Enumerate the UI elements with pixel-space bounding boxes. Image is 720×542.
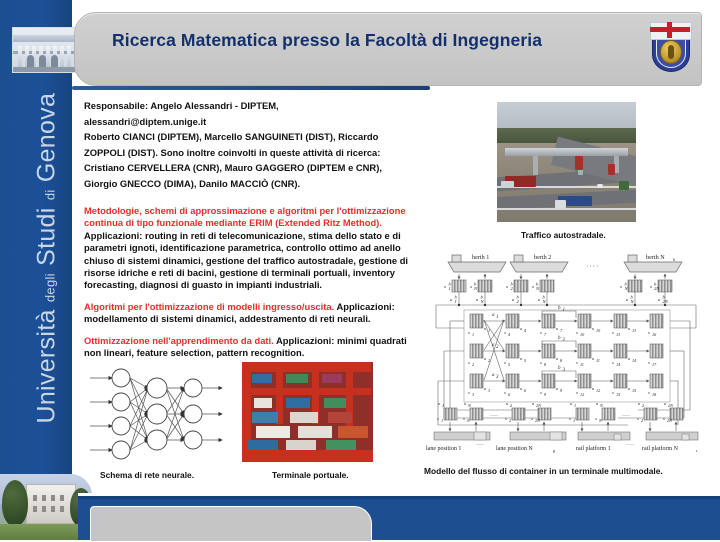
svg-text:18: 18 [652, 392, 657, 397]
svg-text:2: 2 [562, 338, 565, 343]
svg-text:17: 17 [652, 362, 657, 367]
svg-text:1: 1 [496, 315, 499, 320]
svg-text:u: u [512, 297, 515, 302]
svg-text:u: u [556, 386, 559, 391]
svg-text:N: N [536, 286, 540, 291]
bottom-bar-topline [78, 496, 720, 499]
svg-text:b: b [654, 281, 657, 287]
highway-caption: Traffico autostradale. [521, 230, 606, 240]
svg-text:x: x [648, 390, 650, 395]
svg-text:7: 7 [560, 328, 563, 333]
topic-2-body: Applicazioni: minimi quadrati non lineari, feature selection, pattern recognition. [84, 334, 407, 359]
svg-text:rail platform N: rail platform N [642, 446, 678, 452]
svg-text:2N: 2N [662, 299, 668, 304]
uni-word-di: di [42, 189, 58, 201]
svg-text:x: x [612, 390, 614, 395]
svg-text:x: x [576, 360, 578, 365]
svg-text:b: b [536, 281, 539, 287]
svg-text:N: N [480, 299, 484, 304]
svg-text:N: N [630, 299, 634, 304]
container-flow-svg [418, 250, 710, 458]
neural-network-svg [88, 366, 224, 462]
svg-text:x: x [648, 330, 650, 335]
svg-text:x: x [463, 416, 465, 421]
svg-text:b: b [558, 306, 561, 311]
topic-1 [84, 301, 420, 326]
svg-text:15: 15 [632, 388, 637, 393]
svg-text:u: u [570, 401, 573, 406]
svg-text:b: b [558, 366, 561, 371]
svg-text:9: 9 [544, 392, 547, 397]
svg-text:····: ···· [626, 442, 634, 448]
svg-text:x: x [540, 390, 542, 395]
svg-text:x: x [468, 390, 470, 395]
neural-network-diagram [88, 366, 224, 462]
svg-text:1: 1 [562, 308, 565, 313]
svg-text:b: b [480, 294, 483, 300]
responsible-line-3: ZOPPOLI (DIST). Sono inoltre coinvolti in queste attività di ricerca: [84, 146, 381, 158]
uni-word-universita: Università [32, 309, 61, 424]
svg-text:5: 5 [508, 362, 511, 367]
sidebar-white-cut [72, 0, 82, 540]
svg-text:N: N [474, 286, 478, 291]
svg-text:u: u [556, 326, 559, 331]
svg-text:1: 1 [448, 286, 451, 291]
flow-caption: Modello del flusso di container in un terminale multimodale. [424, 466, 663, 476]
responsible-line-2: Roberto CIANCI (DIPTEM), Marcello SANGUINETI (DIST), Riccardo [84, 131, 379, 142]
svg-text:x: x [504, 360, 506, 365]
svg-text:x: x [595, 416, 597, 421]
responsible-line-5: Giorgio GNECCO (DIMA), Danilo MACCIÒ (CNR). [84, 177, 301, 189]
svg-text:rail platform 1: rail platform 1 [576, 446, 611, 452]
svg-text:u: u [506, 401, 509, 406]
svg-text:1: 1 [442, 403, 445, 408]
svg-text:12: 12 [596, 388, 601, 393]
svg-text:2N: 2N [535, 418, 540, 423]
svg-text:2: 2 [472, 362, 475, 367]
port-terminal-photo [242, 362, 373, 462]
svg-text:····: ···· [490, 413, 498, 419]
svg-text:u: u [658, 297, 661, 302]
topic-1-body: Applicazioni: modellamento di sistemi dinamici, addestramento di reti neurali. [84, 300, 395, 325]
svg-text:15: 15 [616, 392, 621, 397]
university-name-vertical [33, 94, 62, 424]
svg-text:16: 16 [652, 332, 657, 337]
svg-text:u: u [476, 297, 479, 302]
topic-2-title: Ottimizzazione nell'apprendimento da dati. [84, 334, 274, 346]
svg-text:2: 2 [641, 418, 644, 423]
svg-text:2: 2 [496, 345, 499, 350]
svg-text:u: u [464, 401, 467, 406]
svg-text:3: 3 [488, 388, 491, 393]
svg-text:u: u [556, 356, 559, 361]
svg-text:2: 2 [510, 403, 513, 408]
svg-text:x: x [504, 390, 506, 395]
svg-text:lane position N: lane position N [496, 446, 533, 452]
svg-text:····: ···· [476, 442, 484, 448]
svg-text:x: x [468, 360, 470, 365]
svg-text:b: b [510, 281, 513, 287]
villa-building [26, 484, 76, 524]
svg-text:u: u [628, 356, 631, 361]
topic-0-body: Applicazioni: routing in reti di telecomunicazione, stima dello stato e di parametri ignoti, identificazione parametrica, controllo ottimo ad anello chiuso di sistemi dinamici, gestione del traffico autostradale, gestione di risorse idriche e reti di bacini, gestione di terminali portuali, inventory forecasting, diagnosi di guasto in impianti industriali. [84, 229, 409, 291]
highway-traffic-photo [497, 102, 636, 222]
svg-text:x: x [637, 416, 639, 421]
svg-text:8: 8 [544, 362, 547, 367]
svg-text:2N: 2N [667, 418, 672, 423]
svg-text:x: x [576, 330, 578, 335]
topic-2 [84, 335, 420, 360]
svg-text:1: 1 [574, 403, 577, 408]
svg-text:13: 13 [616, 332, 621, 337]
svg-text:x: x [648, 360, 650, 365]
responsible-block [84, 98, 420, 191]
svg-text:lane position 1: lane position 1 [426, 446, 462, 452]
svg-text:x: x [663, 416, 665, 421]
svg-text:8: 8 [560, 358, 563, 363]
svg-text:4: 4 [524, 328, 527, 333]
svg-text:x: x [650, 284, 653, 289]
svg-text:a: a [492, 373, 495, 378]
svg-text:b: b [474, 281, 477, 287]
svg-text:a: a [492, 313, 495, 318]
svg-text:x: x [468, 330, 470, 335]
svg-text:u: u [484, 356, 487, 361]
svg-text:2: 2 [516, 299, 519, 304]
svg-text:N: N [467, 418, 470, 423]
university-building-photo [12, 27, 76, 73]
svg-text:u: u [664, 401, 667, 406]
svg-text:u: u [484, 386, 487, 391]
svg-text:11: 11 [580, 362, 584, 367]
svg-text:2N: 2N [668, 403, 673, 408]
svg-text:N: N [624, 286, 628, 291]
svg-text:10: 10 [580, 332, 585, 337]
svg-text:b: b [630, 294, 633, 300]
svg-text:a: a [492, 343, 495, 348]
svg-text:berth N: berth N [646, 254, 665, 261]
svg-text:berth 2: berth 2 [534, 254, 552, 261]
svg-text:1: 1 [472, 332, 475, 337]
svg-text:····: ···· [586, 263, 600, 270]
responsible-line-1: alessandri@diptem.unige.it [84, 115, 207, 127]
svg-text:10: 10 [596, 328, 601, 333]
svg-text:14: 14 [616, 362, 621, 367]
svg-text:b: b [558, 336, 561, 341]
svg-text:3: 3 [496, 375, 499, 380]
svg-text:····: ···· [622, 413, 630, 419]
topic-0 [84, 205, 420, 292]
svg-text:u: u [626, 297, 629, 302]
svg-text:1: 1 [454, 299, 457, 304]
svg-text:11: 11 [596, 358, 600, 363]
svg-text:u: u [592, 386, 595, 391]
bottom-gray-panel [90, 506, 372, 542]
svg-text:3: 3 [472, 392, 475, 397]
svg-text:2: 2 [510, 286, 513, 291]
svg-text:u: u [484, 326, 487, 331]
svg-text:u: u [520, 386, 523, 391]
neural-caption: Schema di rete neurale. [100, 470, 195, 480]
svg-text:x: x [437, 416, 439, 421]
svg-text:u: u [520, 326, 523, 331]
svg-text:u: u [538, 297, 541, 302]
svg-text:u: u [520, 356, 523, 361]
svg-text:x: x [505, 416, 507, 421]
uni-word-studi: Studi [32, 207, 61, 266]
svg-text:b: b [454, 294, 457, 300]
svg-text:b: b [516, 294, 519, 300]
svg-text:N: N [542, 299, 546, 304]
svg-text:x: x [540, 360, 542, 365]
svg-text:u: u [596, 401, 599, 406]
svg-text:b: b [448, 281, 451, 287]
uni-word-degli: degli [42, 273, 58, 303]
title-underline-rule [72, 86, 430, 90]
svg-text:x: x [531, 416, 533, 421]
svg-text:3: 3 [562, 368, 565, 373]
svg-text:4: 4 [508, 332, 511, 337]
svg-text:u: u [532, 401, 535, 406]
svg-text:x: x [620, 284, 623, 289]
uni-word-genova: Genova [32, 92, 61, 183]
svg-text:N: N [600, 403, 603, 408]
svg-text:b: b [673, 257, 676, 262]
svg-text:6: 6 [508, 392, 511, 397]
svg-text:2: 2 [509, 418, 512, 423]
svg-text:x: x [532, 284, 535, 289]
svg-text:x: x [506, 284, 509, 289]
svg-text:5: 5 [524, 358, 527, 363]
svg-text:1: 1 [441, 418, 444, 423]
svg-text:u: u [592, 326, 595, 331]
container-flow-diagram [418, 250, 710, 458]
svg-text:b: b [624, 281, 627, 287]
svg-text:x: x [612, 330, 614, 335]
svg-text:b: b [542, 294, 545, 300]
svg-text:r: r [696, 448, 698, 453]
port-caption: Terminale portuale. [272, 470, 349, 480]
svg-text:u: u [638, 401, 641, 406]
svg-text:u: u [628, 326, 631, 331]
svg-text:N: N [468, 403, 471, 408]
svg-text:x: x [576, 390, 578, 395]
responsible-line-4: Cristiano CERVELLERA (CNR), Mauro GAGGERO (DIPTEM e CNR), [84, 162, 382, 173]
svg-text:u: u [592, 356, 595, 361]
topic-0-title: Metodologie, schemi di approssimazione e algoritmi per l'ottimizzazione continua di tipo funzionale mediante ERIM (Extended Ritz Method). [84, 205, 406, 229]
svg-text:7: 7 [544, 332, 547, 337]
svg-text:b: b [662, 294, 665, 300]
svg-text:1: 1 [488, 328, 491, 333]
svg-text:2N: 2N [654, 286, 660, 291]
svg-text:x: x [612, 360, 614, 365]
topic-1-title: Algoritmi per l'ottimizzazione di modelli ingresso/uscita. [84, 300, 335, 312]
responsible-line-0: Responsabile: Angelo Alessandri - DIPTEM, [84, 100, 279, 111]
svg-text:13: 13 [632, 328, 637, 333]
svg-text:u: u [438, 401, 441, 406]
svg-text:g: g [553, 448, 555, 453]
svg-text:berth 1: berth 1 [472, 254, 490, 261]
svg-text:1: 1 [573, 418, 576, 423]
svg-text:x: x [540, 330, 542, 335]
svg-text:2: 2 [642, 403, 645, 408]
content-text-column [84, 98, 420, 368]
page-title: Ricerca Matematica presso la Facoltà di Ingegneria [112, 30, 543, 50]
svg-text:u: u [450, 297, 453, 302]
svg-text:x: x [504, 330, 506, 335]
svg-text:9: 9 [560, 388, 563, 393]
svg-text:2: 2 [488, 358, 491, 363]
svg-text:u: u [628, 386, 631, 391]
svg-text:6: 6 [524, 388, 527, 393]
svg-text:x: x [444, 284, 447, 289]
svg-text:N: N [599, 418, 602, 423]
svg-text:x: x [569, 416, 571, 421]
svg-text:14: 14 [632, 358, 637, 363]
svg-text:2N: 2N [536, 403, 541, 408]
svg-text:12: 12 [580, 392, 585, 397]
university-crest-icon [648, 20, 692, 74]
svg-text:x: x [470, 284, 473, 289]
